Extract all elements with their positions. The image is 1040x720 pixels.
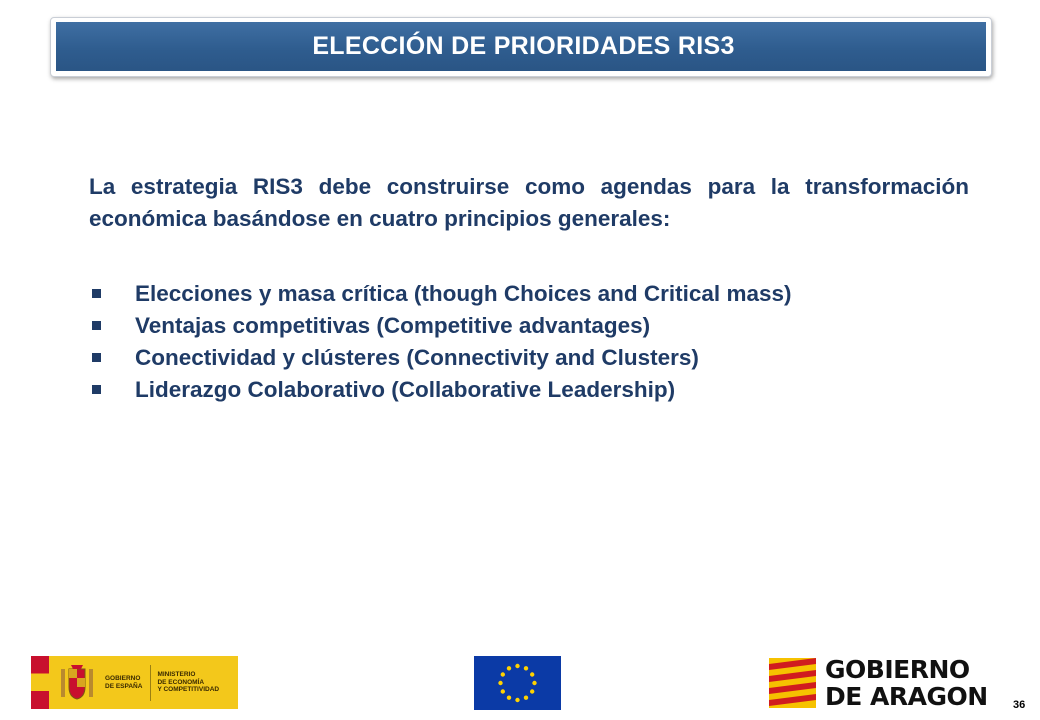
list-item-text: Ventajas competitivas (Competitive advantages) — [135, 313, 651, 338]
page-number: 36 — [1013, 699, 1026, 711]
list-item — [89, 342, 969, 374]
ministry-line: GOBIERNO — [105, 675, 141, 682]
ministry-line: MINISTERIO — [157, 671, 196, 679]
square-bullet-icon — [92, 353, 101, 362]
aragon-line: DE ARAGON — [825, 682, 988, 711]
slide-title: ELECCIÓN DE PRIORIDADES RIS3 — [312, 32, 735, 60]
list-item — [89, 310, 969, 342]
list-item-text: Elecciones y masa crítica (though Choices and Critical mass) — [135, 281, 792, 306]
list-item — [89, 374, 969, 406]
aragon-flag-icon — [769, 658, 816, 708]
square-bullet-icon — [92, 289, 101, 298]
eu-flag-icon — [474, 656, 561, 710]
ministry-text-block — [157, 671, 219, 694]
ministry-line: DE ECONOMÍA — [157, 678, 205, 686]
title-bar — [56, 22, 986, 71]
slide-body — [89, 171, 969, 406]
aragon-line: GOBIERNO — [825, 655, 970, 684]
intro-paragraph: La estrategia RIS3 debe construirse como agendas para la transformación económica basándose en cuatro principios generales: — [89, 174, 969, 231]
ministry-line: Y COMPETITIVIDAD — [157, 686, 220, 694]
aragon-wordmark — [825, 656, 988, 710]
aragon-logo — [769, 655, 1001, 711]
title-frame — [50, 17, 992, 77]
square-bullet-icon — [92, 321, 101, 330]
list-item-text: Liderazgo Colaborativo (Collaborative Leadership) — [135, 377, 676, 402]
footer-logos — [0, 650, 1040, 720]
spain-flag-strip — [31, 656, 49, 709]
ministry-logo — [31, 656, 238, 709]
ministry-line: DE ESPAÑA — [105, 682, 143, 690]
principles-list — [89, 278, 969, 406]
list-item — [89, 278, 969, 310]
square-bullet-icon — [92, 385, 101, 394]
ministry-divider — [150, 665, 151, 701]
ministry-text-block — [105, 675, 142, 690]
list-item-text: Conectividad y clústeres (Connectivity and Clusters) — [135, 345, 699, 370]
spain-coat-of-arms-icon — [59, 663, 95, 703]
